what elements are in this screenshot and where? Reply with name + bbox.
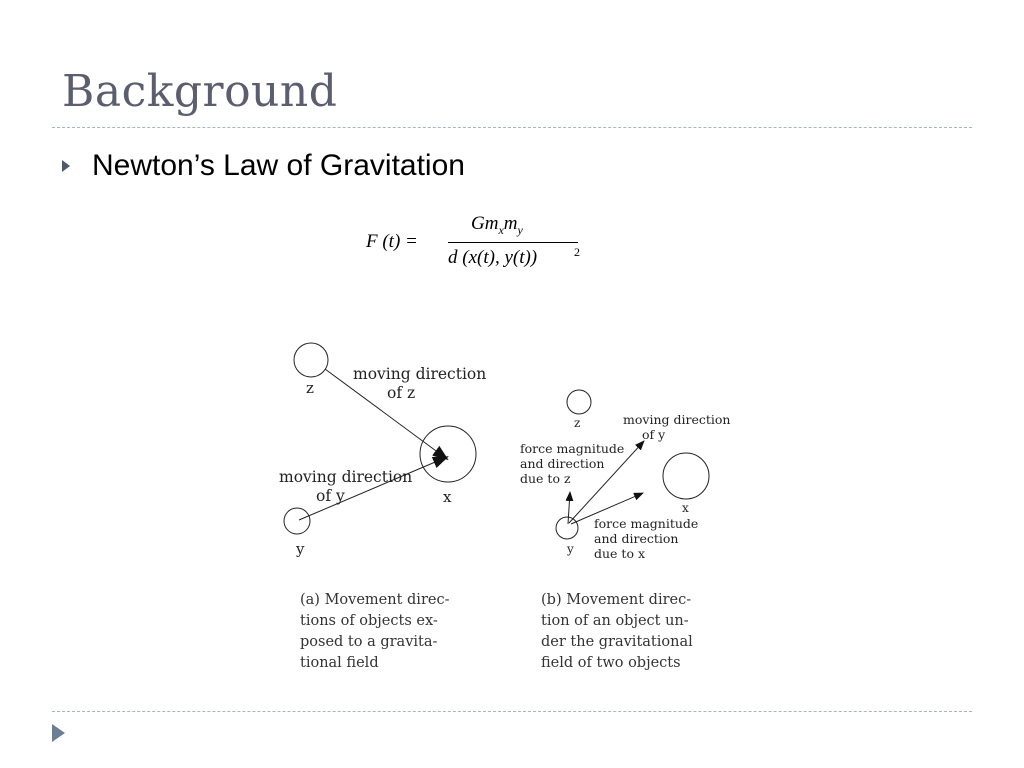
- object-z-circle-b: [567, 390, 591, 414]
- caption-b-line: field of two objects: [541, 655, 681, 671]
- force-z-line3: due to z: [520, 471, 571, 486]
- slide-title: Background: [62, 66, 338, 117]
- object-x-circle-b: [663, 453, 709, 499]
- arrow-force-due-to-z: [568, 492, 570, 524]
- caption-b-line: (b) Movement direc-: [541, 592, 692, 608]
- label-x-b: x: [682, 501, 689, 515]
- force-x-line3: due to x: [594, 546, 645, 561]
- formula-exponent: 2: [574, 245, 580, 259]
- formula-numerator: $Gm_xm_y$: [471, 213, 523, 237]
- force-x-line1: force magnitude: [594, 516, 699, 531]
- moving-direction-y-b-line2: of y: [642, 427, 666, 442]
- object-x-circle: [420, 426, 476, 482]
- moving-direction-y-line2: of y: [316, 487, 345, 505]
- moving-direction-z-line2: of z: [387, 384, 416, 402]
- object-z-circle: [294, 343, 328, 377]
- moving-direction-y-line1: moving direction: [279, 468, 413, 486]
- formula-denominator: d (x(t), y(t)): [448, 247, 538, 268]
- caption-a-line: tions of objects ex-: [300, 613, 438, 629]
- caption-a: [300, 590, 465, 674]
- object-y-circle-b: [556, 517, 578, 539]
- label-y: y: [296, 540, 305, 558]
- caption-b-line: der the gravitational: [541, 634, 693, 650]
- force-z-line1: force magnitude: [520, 441, 625, 456]
- moving-direction-z-line1: moving direction: [353, 365, 487, 383]
- formula-lhs: F (t) =: [366, 231, 418, 252]
- force-z-line2: and direction: [520, 456, 605, 471]
- force-x-line2: and direction: [594, 531, 679, 546]
- object-y-circle: [284, 508, 310, 534]
- bullet-text: Newton’s Law of Gravitation: [92, 149, 465, 182]
- slide-nav-arrow-icon[interactable]: [52, 724, 65, 742]
- label-z-b: z: [574, 416, 581, 430]
- caption-a-line: (a) Movement direc-: [300, 592, 450, 608]
- caption-b-line: tion of an object un-: [541, 613, 689, 629]
- caption-a-line: posed to a gravita-: [300, 634, 438, 650]
- footer-divider: [52, 711, 972, 712]
- moving-direction-y-b-line1: moving direction: [623, 412, 731, 427]
- caption-a-line: tional field: [300, 655, 379, 671]
- caption-b: [541, 590, 706, 674]
- label-y-b: y: [567, 542, 574, 556]
- label-z: z: [306, 379, 314, 397]
- label-x: x: [443, 488, 452, 506]
- figure-b: [520, 390, 730, 561]
- figure-a: [279, 343, 486, 558]
